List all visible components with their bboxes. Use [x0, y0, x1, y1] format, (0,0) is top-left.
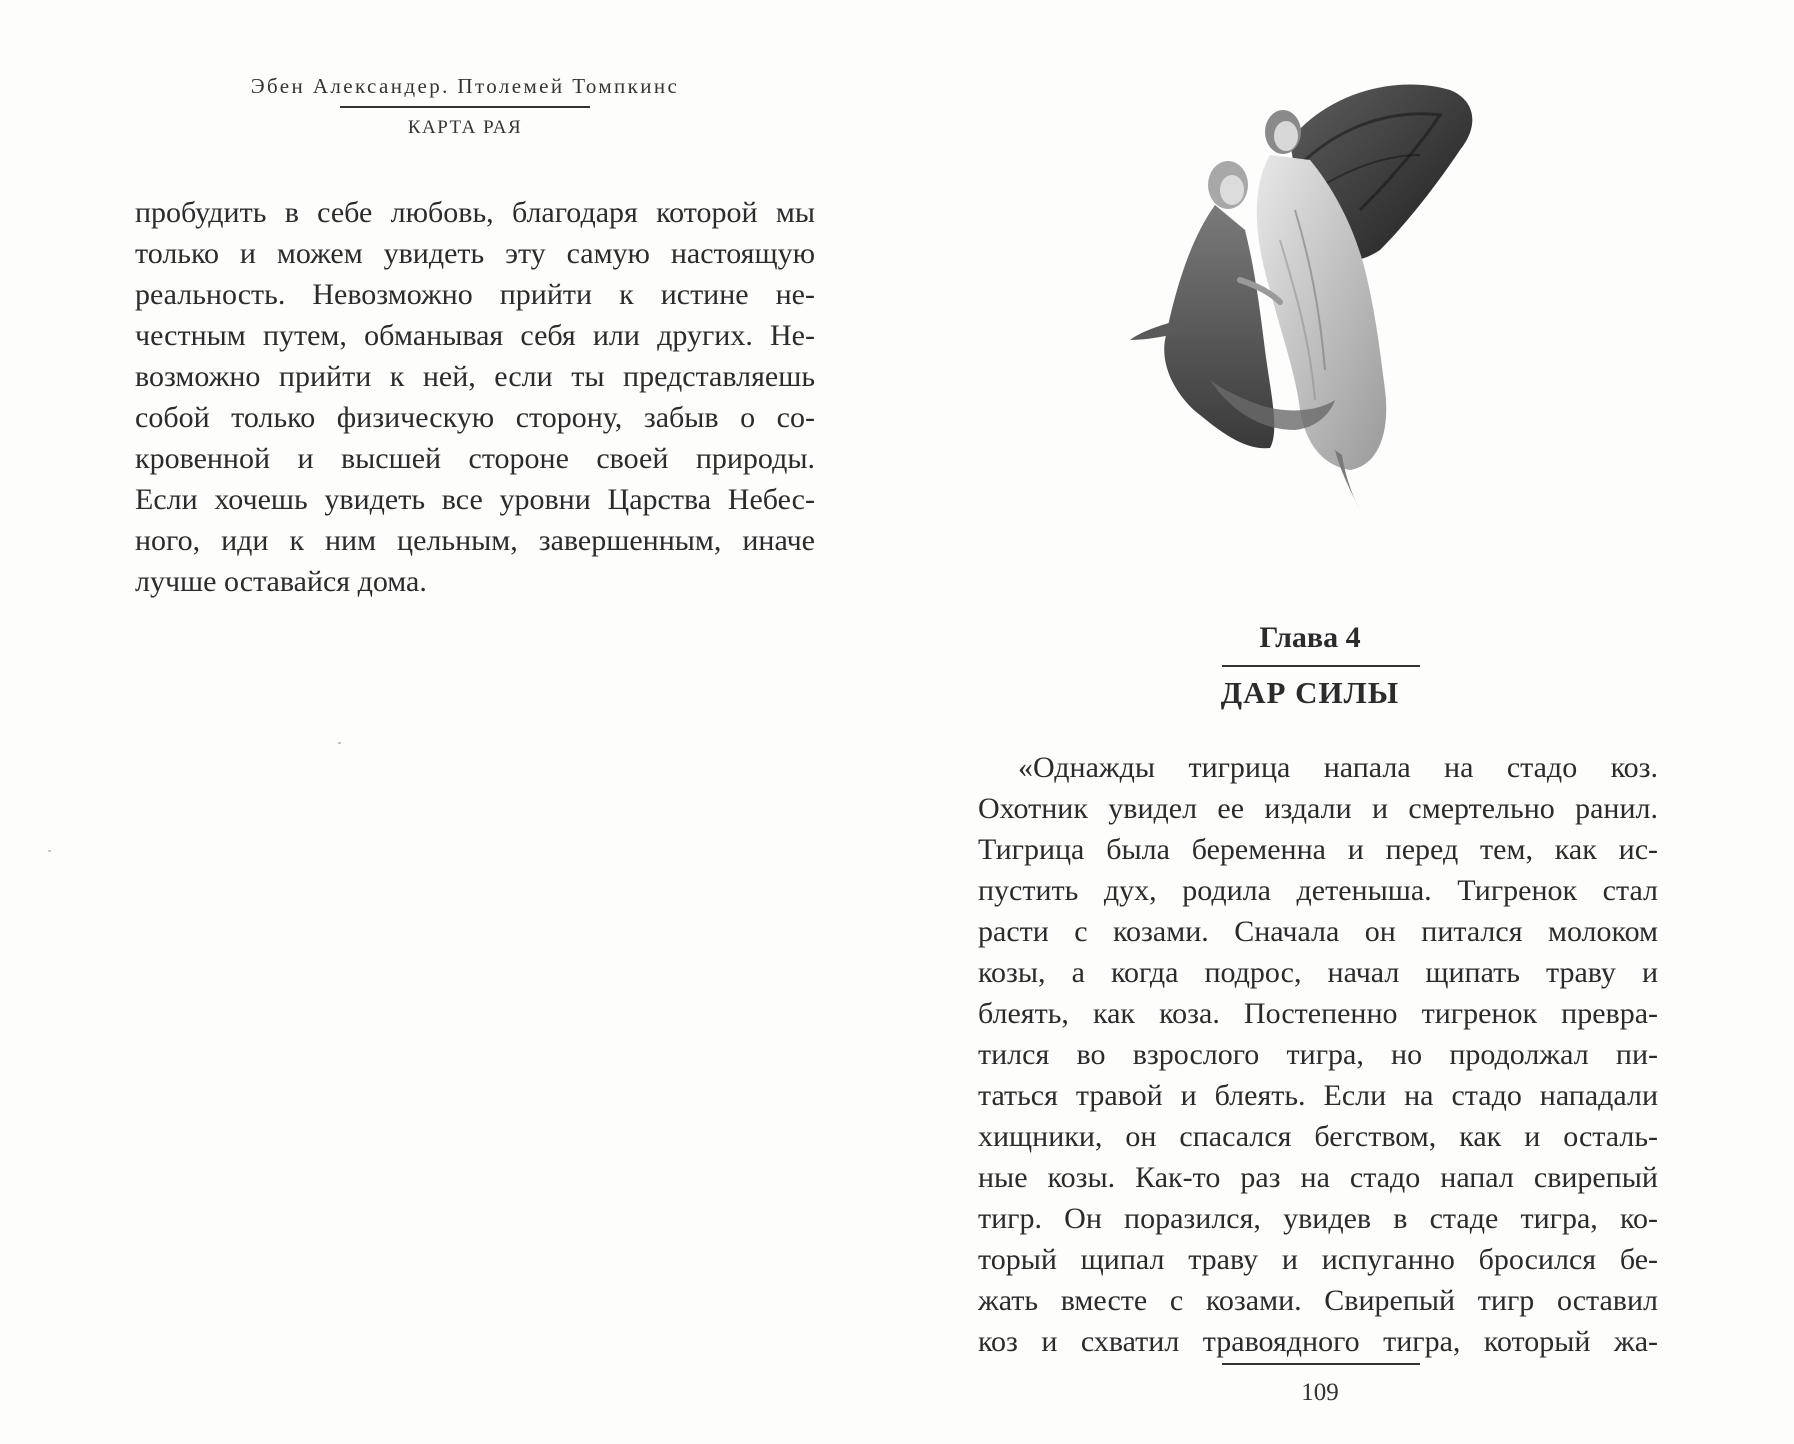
- chapter-title: ДАР СИЛЫ: [1220, 675, 1400, 710]
- text-line: блеять, как коза. Постепенно тигренок превра-: [978, 997, 1658, 1030]
- text-line: ного, иди к ним цельным, завершенным, иначе: [135, 524, 815, 557]
- text-line: честным путем, обманывая себя или других. Не-: [135, 319, 815, 352]
- text-line: тился во взрослого тигра, но продолжал пи-: [978, 1038, 1658, 1071]
- text-line: пустить дух, родила детеныша. Тигренок стал: [978, 874, 1658, 907]
- text-line: таться травой и блеять. Если на стадо нападали: [978, 1079, 1658, 1112]
- paper-speck: [338, 742, 341, 744]
- text-line: козы, а когда подрос, начал щипать траву и: [978, 956, 1658, 989]
- running-head-rule: [340, 106, 590, 108]
- paper-speck: [48, 850, 51, 852]
- running-head-book-title: КАРТА РАЯ: [407, 117, 523, 138]
- running-head: [230, 72, 700, 140]
- text-line: реальность. Невозможно прийти к истине не-: [135, 278, 815, 311]
- text-line: кровенной и высшей стороне своей природы.: [135, 442, 815, 475]
- text-line: только и можем увидеть эту самую настоящую: [135, 237, 815, 270]
- text-line: лучше оставайся дома.: [135, 565, 427, 598]
- text-line: возможно прийти к ней, если ты представляешь: [135, 360, 815, 393]
- text-line: жать вместе с козами. Свирепый тигр оставил: [978, 1284, 1658, 1317]
- text-line: ные козы. Как-то раз на стадо напал свирепый: [978, 1161, 1658, 1194]
- text-line: хищники, он спасался бегством, как и осталь-: [978, 1120, 1658, 1153]
- text-line: Если хочешь увидеть все уровни Царства Небес-: [135, 483, 815, 516]
- angels-engraving-image: [1120, 70, 1500, 520]
- running-head-authors: Эбен Александер. Птолемей Томпкинс: [250, 74, 680, 98]
- text-line: пробудить в себе любовь, благодаря которой мы: [135, 196, 815, 229]
- angels-illustration: [1120, 70, 1500, 520]
- text-line: расти с козами. Сначала он питался молоком: [978, 915, 1658, 948]
- text-line: коз и схватил травоядного тигра, который жа-: [978, 1325, 1658, 1358]
- text-line: Охотник увидел ее издали и смертельно ранил.: [978, 792, 1658, 825]
- text-line: торый щипал траву и испуганно бросился бе-: [978, 1243, 1658, 1276]
- chapter-label: Глава 4: [1259, 621, 1361, 654]
- text-line: Тигрица была беременна и перед тем, как ис-: [978, 833, 1658, 866]
- footer-rule: [1222, 1363, 1420, 1365]
- page-number: 109: [1301, 1379, 1339, 1406]
- text-line: собой только физическую сторону, забыв о со-: [135, 401, 815, 434]
- text-line: тигр. Он поразился, увидев в стаде тигра, ко-: [978, 1202, 1658, 1235]
- left-page-text: [135, 192, 815, 602]
- right-page-text: [978, 747, 1658, 1362]
- chapter-rule: [1222, 665, 1420, 667]
- text-line: «Однажды тигрица напала на стадо коз.: [1018, 751, 1658, 784]
